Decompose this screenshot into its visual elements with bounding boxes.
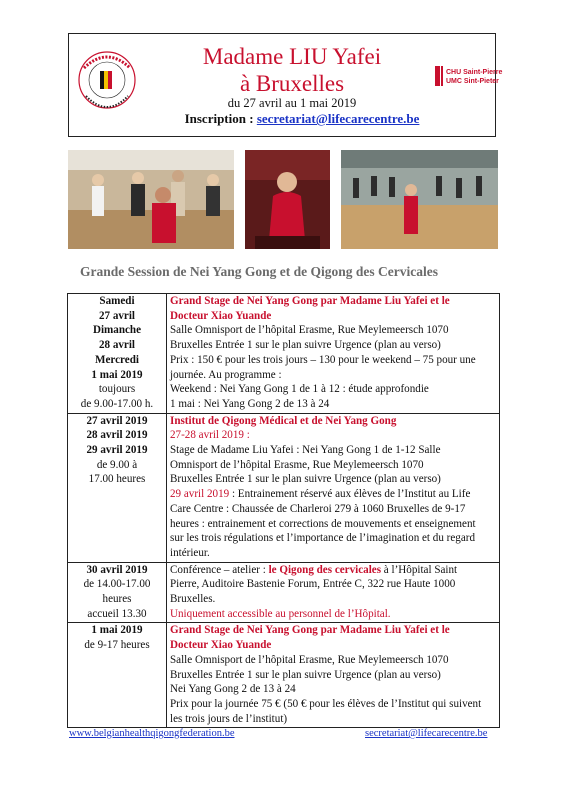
schedule-date-line: 28 avril 2019	[86, 429, 148, 442]
federation-website-link[interactable]: www.belgianhealthqigongfederation.be	[69, 728, 235, 739]
schedule-detail-text: Nei Yang Gong 2 de 13 à 24	[170, 683, 296, 696]
schedule-detail-text: journée. Au programme :	[170, 368, 282, 381]
schedule-detail-line	[170, 414, 496, 429]
photo-group-practice	[68, 150, 234, 249]
schedule-detail-line	[170, 353, 496, 368]
schedule-date-line: de 9.00-17.00 h.	[80, 397, 154, 410]
schedule-date-line: 29 avril 2019	[86, 444, 148, 457]
schedule-date-line: 27 avril 2019	[86, 414, 148, 427]
schedule-row	[68, 623, 500, 728]
schedule-detail-cell	[167, 562, 500, 623]
schedule-date-cell	[68, 623, 167, 728]
schedule-detail-line	[170, 697, 496, 712]
schedule-detail-text: heures : entrainement et corrections de mouvements et enseignement	[170, 517, 476, 530]
schedule-detail-text: 27-28 avril 2019 :	[170, 429, 250, 442]
schedule-date-line: heures	[102, 593, 132, 606]
schedule-detail-line	[170, 546, 496, 561]
schedule-detail-line	[170, 517, 496, 532]
schedule-detail-tail: : Entrainement réservé aux élèves de l’Institut au Life	[229, 488, 471, 501]
title-line-2: à Bruxelles	[239, 71, 345, 96]
schedule-detail-line	[170, 309, 496, 324]
schedule-detail-text: Prix pour la journée 75 € (50 € pour les élèves de l’Institut qui suivent	[170, 697, 482, 710]
schedule-detail-text: sur les trois régulations et l’importance de l’imagination et du regard	[170, 532, 475, 545]
schedule-detail-text: Pierre, Auditoire Bastenie Forum, Entrée C, 322 rue Haute 1000	[170, 578, 456, 591]
schedule-detail-line	[170, 623, 496, 638]
schedule-detail-line	[170, 382, 496, 397]
schedule-detail-text: les trois jours de l’institut)	[170, 712, 288, 725]
schedule-date-line: Dimanche	[92, 324, 142, 337]
schedule-detail-text: 1 mai : Nei Yang Gong 2 de 13 à 24	[170, 397, 330, 410]
schedule-detail-cell	[167, 294, 500, 414]
schedule-detail-line	[170, 531, 496, 546]
schedule-date-line: Mercredi	[95, 353, 139, 366]
schedule-detail-text: Bruxelles Entrée 1 sur le plan suivre Urgence (plan au verso)	[170, 473, 441, 486]
schedule-detail-text: 29 avril 2019	[170, 488, 230, 501]
schedule-detail-text: Docteur Xiao Yuande	[170, 639, 272, 652]
schedule-detail-text: Salle Omnisport de l’hôpital Erasme, Rue Meylemeersch 1070	[170, 324, 449, 337]
inscription-email-link[interactable]: secretariat@lifecarecentre.be	[256, 111, 420, 126]
schedule-detail-text: Omnisport de l’hôpital Erasme, Rue Meylemeersch 1070	[170, 458, 424, 471]
schedule-detail-line	[170, 563, 496, 578]
event-dates: du 27 avril au 1 mai 2019	[227, 96, 357, 110]
photo-speaker	[245, 150, 330, 249]
schedule-detail-line	[170, 607, 496, 622]
schedule-detail-line	[170, 502, 496, 517]
schedule-date-line: de 14.00-17.00	[83, 578, 151, 591]
schedule-date-line: 28 avril	[98, 339, 136, 352]
inscription-line	[142, 111, 462, 127]
schedule-detail-text: Uniquement accessible au personnel de l’Hôpital.	[170, 607, 391, 620]
schedule-date-cell	[68, 294, 167, 414]
schedule-detail-text: Grand Stage de Nei Yang Gong par Madame Liu Yafei et le	[170, 624, 450, 637]
schedule-detail-line	[170, 712, 496, 727]
schedule-detail-highlight: le Qigong des cervicales	[268, 563, 382, 576]
schedule-detail-text: Bruxelles Entrée 1 sur le plan suivre Urgence (plan au verso)	[170, 339, 441, 352]
schedule-detail-text: Grand Stage de Nei Yang Gong par Madame Liu Yafei et le	[170, 295, 450, 307]
schedule-date-line: de 9.00 à	[96, 458, 138, 471]
photo-hall-practice	[341, 150, 498, 249]
schedule-date-line: 17.00 heures	[88, 473, 146, 486]
schedule-row	[68, 413, 500, 562]
schedule-detail-line	[170, 668, 496, 683]
schedule-detail-text: Weekend : Nei Yang Gong 1 de 1 à 12 : étude approfondie	[170, 383, 429, 396]
schedule-detail-tail: à l’Hôpital Saint	[381, 563, 458, 576]
schedule-detail-line	[170, 294, 496, 309]
inscription-label: Inscription :	[184, 111, 257, 126]
schedule-detail-text: Bruxelles.	[170, 593, 216, 606]
schedule-date-line: 1 mai 2019	[91, 368, 143, 381]
schedule-date-cell	[68, 562, 167, 623]
schedule-detail-line	[170, 323, 496, 338]
schedule-detail-text: Stage de Madame Liu Yafei : Nei Yang Gong 1 de 1-12 Salle	[170, 444, 441, 457]
schedule-date-line: Samedi	[99, 295, 135, 307]
schedule-row	[68, 294, 500, 414]
schedule-date-line: accueil 13.30	[87, 607, 147, 620]
schedule-detail-cell	[167, 413, 500, 562]
title-line-1: Madame LIU Yafei	[202, 44, 382, 69]
chu-logo-line-1: CHU Saint-Pierre	[446, 69, 503, 76]
schedule-detail-text: Salle Omnisport de l’hôpital Erasme, Rue Meylemeersch 1070	[170, 653, 449, 666]
schedule-detail-text: Bruxelles Entrée 1 sur le plan suivre Urgence (plan au verso)	[170, 668, 441, 681]
schedule-detail-line	[170, 682, 496, 697]
schedule-detail-text: Prix : 150 € pour les trois jours – 130 pour le weekend – 75 pour une	[170, 353, 476, 366]
schedule-date-line: 1 mai 2019	[91, 624, 143, 637]
schedule-date-cell	[68, 413, 167, 562]
footer-email-link[interactable]: secretariat@lifecarecentre.be	[365, 728, 488, 739]
schedule-detail-line	[170, 592, 496, 607]
schedule-detail-line	[170, 338, 496, 353]
schedule-detail-line	[170, 653, 496, 668]
schedule-detail-line	[170, 487, 496, 502]
schedule-detail-line	[170, 397, 496, 412]
schedule-date-line: 27 avril	[98, 309, 136, 322]
federation-logo	[72, 38, 142, 132]
schedule-detail-line	[170, 638, 496, 653]
schedule-detail-line	[170, 458, 496, 473]
schedule-detail-line	[170, 443, 496, 458]
schedule-detail-line	[170, 368, 496, 383]
session-headline: Grande Session de Nei Yang Gong et de Qigong des Cervicales	[80, 264, 439, 279]
schedule-detail-line	[170, 428, 496, 443]
schedule-detail-text: Care Centre : Chaussée de Charleroi 279 à 1060 Bruxelles de 9-17	[170, 502, 466, 515]
schedule-date-line: 30 avril 2019	[86, 563, 148, 576]
schedule-detail-text: intérieur.	[170, 546, 210, 559]
chu-logo-line-2: UMC Sint-Pieter	[446, 78, 499, 85]
schedule-detail-text: Conférence – atelier :	[170, 563, 269, 576]
schedule-row	[68, 562, 500, 623]
schedule-detail-line	[170, 577, 496, 592]
schedule-detail-cell	[167, 623, 500, 728]
schedule-date-line: de 9-17 heures	[84, 639, 150, 652]
schedule-detail-line	[170, 472, 496, 487]
schedule-date-line: toujours	[98, 383, 136, 396]
schedule-detail-text: Institut de Qigong Médical et de Nei Yang Gong	[170, 414, 397, 427]
schedule-table	[67, 293, 500, 728]
chu-saint-pierre-logo	[434, 62, 503, 92]
schedule-detail-text: Docteur Xiao Yuande	[170, 309, 272, 322]
